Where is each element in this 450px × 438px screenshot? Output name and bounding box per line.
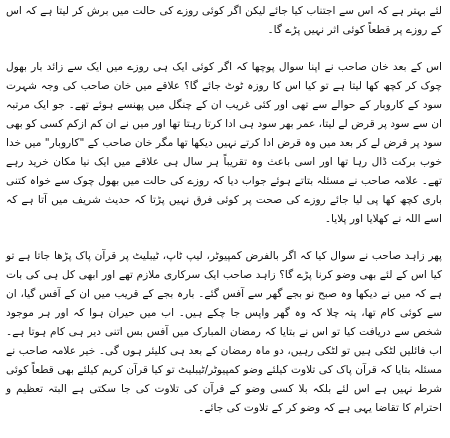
paragraph-digital-quran-question: پھر زاہد صاحب نے سوال کیا کہ اگر بالفرض کمپیوٹر، لیپ ٹاپ، ٹیبلیٹ پر قرآن پاک پڑھا جاتا ہے تو کیا اس کے لئے بھی وضو کرنا پڑے گا؟ زاہد صاحب ایک سرکاری ملازم تھے اور ابھی کل ہی کی بات ہے کہ میں نے دیکھا وہ صبح نو بجے گھر سے آفس گئے۔ بارہ بجے کے قریب میں ان کے آفس گیا، ان سے کوئی کام تھا، پتہ چلا کہ وہ گھر واپس جا چکے ہیں۔ اب میں حیران ہوا کہ اور ہر موجود شخص سے دریافت کیا تو اس نے بتایا کہ رمضان المبارک میں آفس بس اتنی دیر ہی کام ہوتا ہے۔ اب فائلیں لٹکی ہیں تو لٹکی رہیں، دو ماہ رمضان کے بعد ہی کلیئر ہوں گی۔ خیر علامہ صاحب نے مسئلہ بتایا کہ قرآن پاک کی تلاوت کیلئے وضو کمپیوٹر/ٹیبلیٹ تو کیا قرآن کریم کیلئے بھی قطعاً کوئی شرط نہیں ہے اس لئے بلکہ بلا کسی وضو کے قرآن کی تلاوت کی جا سکتی ہے البتہ تعظیم و احترام کا تقاضا یہی ہے کہ وضو کر کے تلاوت کی جائے۔ (6, 250, 442, 414)
paragraph-forgetful-eating-question: اس کے بعد خان صاحب نے اپنا سوال پوچھا کہ اگر کوئی ایک ہی روزے میں ایک سے زائد بار بھول چوک کر کچھ کھا لیتا ہے تو کیا اس کا روزہ ٹوٹ جائے گا؟ علاقے میں خان صاحب کی وجہ شہرت سود کے کاروبار کے حوالے سے تھی اور کئی غریب ان کے چنگل میں پھنسے ہوئے تھے۔ جو ایک مرتبہ ان سے سود پر قرض لے لیتا، عمر بھر سود ہی ادا کرتا رہتا تھا اور میں نے ان کم ازکم کسی کو بھی سود پر قرض لے کر بعد میں وہ قرض ادا کرتے نہیں دیکھا تھا مگر خان صاحب کے "کاروبار" میں خدا خوب برکت ڈال رہا تھا اور اسی باعث وہ تقریباً ہر سال ہی علاقے میں ایک نیا مکان خرید رہے تھے۔ علامہ صاحب نے مسئلہ بتاتے ہوئے جواب دیا کہ روزے کی حالت میں بھول چوک سے خواہ کتنی باری کچھ کھا پی لیا جائے روزے کی صحت پر کوئی فرق نہیں پڑتا کہ حدیث شریف میں آتا ہے کہ اسے اللہ نے کھلایا اور پلایا۔ (6, 61, 442, 225)
paragraph-toothbrush-ruling: لئے بہتر ہے کہ اس سے اجتناب کیا جائے لیکن اگر کوئی روزے کی حالت میں برش کر لیتا ہے کہ اس کے روزے پر قطعاً کوئی اثر نہیں پڑے گا۔ (6, 5, 442, 36)
